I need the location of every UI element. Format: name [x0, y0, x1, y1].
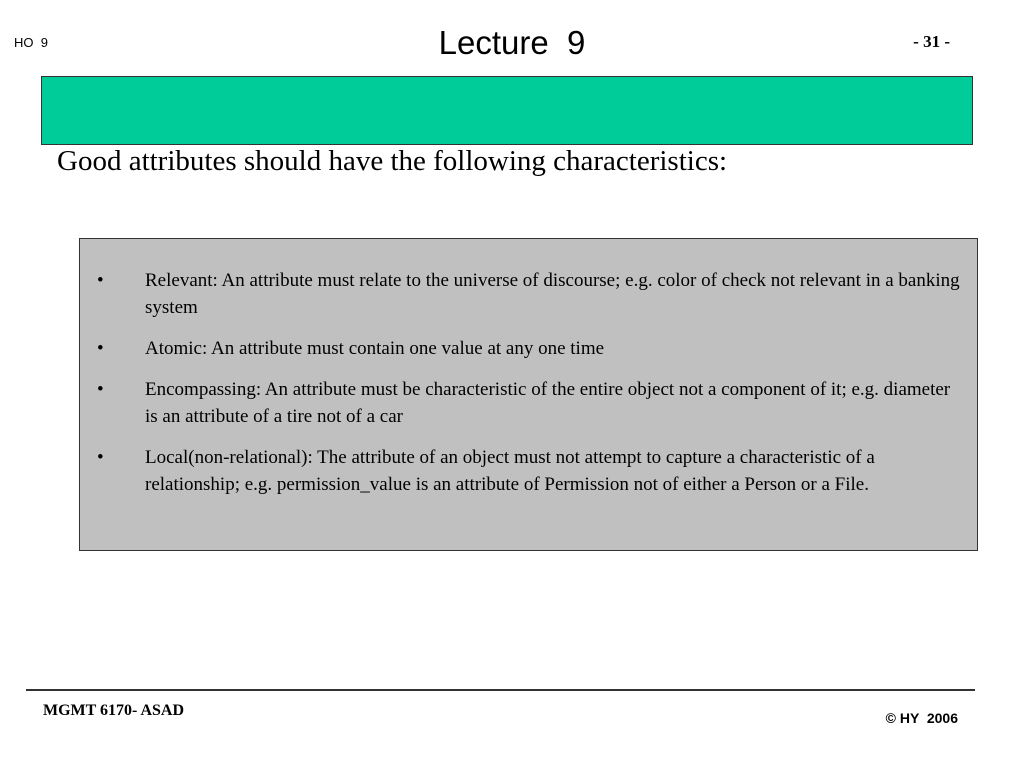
bullet-icon: • [97, 270, 104, 291]
list-item-text: Encompassing: An attribute must be characteristic of the entire object not a component of it; e.g. diameter is an attribute of a tire not of a car [145, 379, 951, 427]
list-item [80, 376, 963, 430]
bullet-icon: • [97, 447, 104, 468]
course-label: MGMT 6170- ASAD [43, 702, 185, 719]
list-item-text: Atomic: An attribute must contain one value at any one time [145, 338, 605, 359]
list-item-text: Relevant: An attribute must relate to the universe of discourse; e.g. color of check not relevant in a banking system [145, 270, 960, 318]
list-item [80, 335, 963, 362]
list-item [80, 444, 963, 498]
characteristics-list [80, 267, 963, 498]
characteristics-panel [79, 238, 978, 551]
bullet-icon: • [97, 379, 104, 400]
slide-title: Lecture 9 [438, 24, 586, 61]
title-banner [41, 76, 973, 145]
copyright-notice: © HY 2006 [885, 710, 958, 726]
list-item [80, 267, 963, 321]
footer-divider [26, 689, 975, 691]
slide-subtitle: Good attributes should have the following characteristics: [57, 145, 728, 177]
handout-label: HO 9 [14, 35, 48, 50]
page-number: - 31 - [913, 32, 950, 51]
list-item-text: Local(non-relational): The attribute of an object must not attempt to capture a characteristic of a relationship; e.g. permission_value is an attribute of Permission not of either a Person or a File. [145, 447, 875, 495]
bullet-icon: • [97, 338, 104, 359]
